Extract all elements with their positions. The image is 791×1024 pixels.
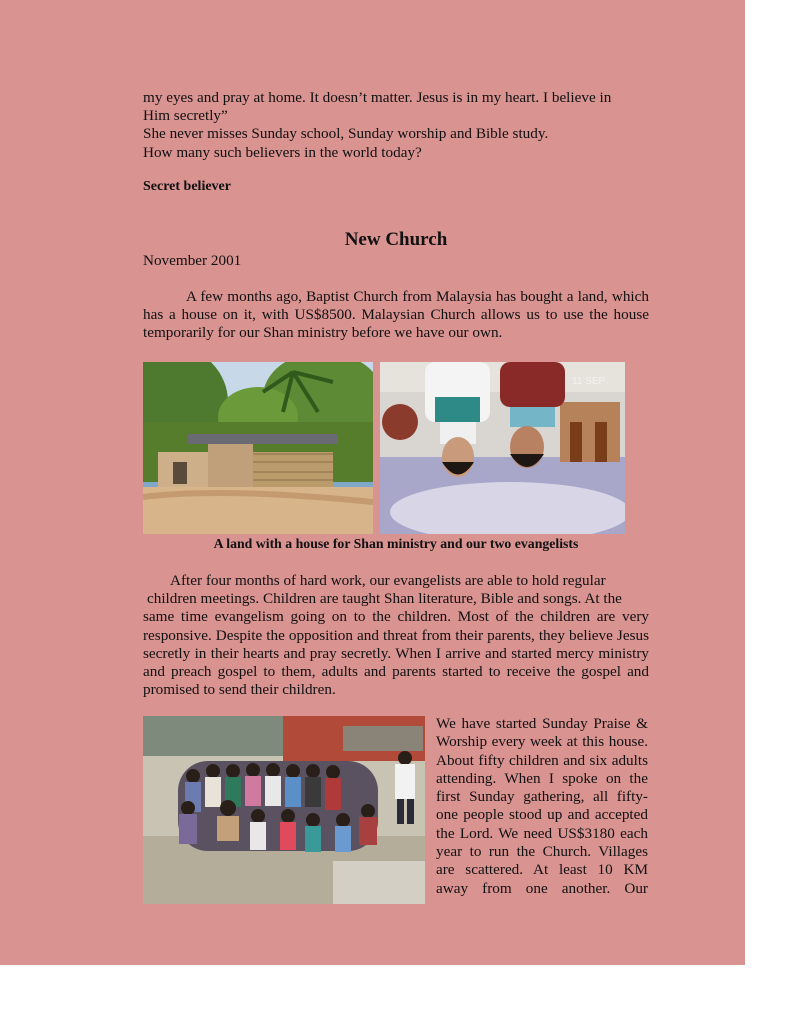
paragraph-2-line-1: After four months of hard work, our evangelists are able to hold regular bbox=[170, 572, 606, 589]
paragraph-2-line-2: children meetings. Children are taught Shan literature, Bible and songs. At the bbox=[147, 590, 622, 608]
paragraph-2 bbox=[143, 572, 649, 699]
evangelists-photo-image bbox=[380, 362, 625, 534]
intro-line-1: my eyes and pray at home. It doesn’t matter. Jesus is in my heart. I believe in bbox=[143, 89, 612, 106]
children-group-photo bbox=[143, 716, 425, 904]
children-group-photo-image bbox=[143, 716, 425, 904]
intro-line-2: Him secretly” bbox=[143, 107, 228, 125]
paragraph-3-text: We have started Sunday Praise & Worship every week at this house. About fifty children and six adults attending. When I spoke on the first Sunday gathering, all fifty-one people stood up and accepted the Lord. We need US$3180 each year to run the Church. Villages are scattered. At least 10 KM away from one another. Our bbox=[436, 715, 648, 897]
paragraph-3 bbox=[436, 715, 648, 898]
intro-line-4: How many such believers in the world today? bbox=[143, 143, 422, 161]
article-date: November 2001 bbox=[143, 252, 242, 269]
paragraph-2-rest: same time evangelism going on to the children. Most of the children are very responsive. Despite the opposition and threat from their parents, they believe Jesus secretly in their hearts and pray secretly. When I arrive and started mercy ministry and preach gospel to them, adults and parents started to receive the gospel and promised to send their children. bbox=[143, 608, 649, 699]
photo-caption: A land with a house for Shan ministry and our two evangelists bbox=[213, 536, 579, 551]
house-photo bbox=[143, 362, 373, 534]
section-label: Secret believer bbox=[143, 179, 231, 194]
intro-text bbox=[143, 89, 649, 162]
intro-line-3: She never misses Sunday school, Sunday worship and Bible study. bbox=[143, 125, 549, 143]
paragraph-1: A few months ago, Baptist Church from Malaysia has bought a land, which has a house on it, with US$8500. Malaysian Church allows us to use the house temporarily for our Shan ministry before we have our own. bbox=[143, 288, 649, 342]
photo-date-stamp: 11 SEP bbox=[572, 376, 606, 387]
article-title: New Church bbox=[344, 229, 448, 250]
house-photo-image bbox=[143, 362, 373, 534]
evangelists-photo bbox=[380, 362, 625, 534]
